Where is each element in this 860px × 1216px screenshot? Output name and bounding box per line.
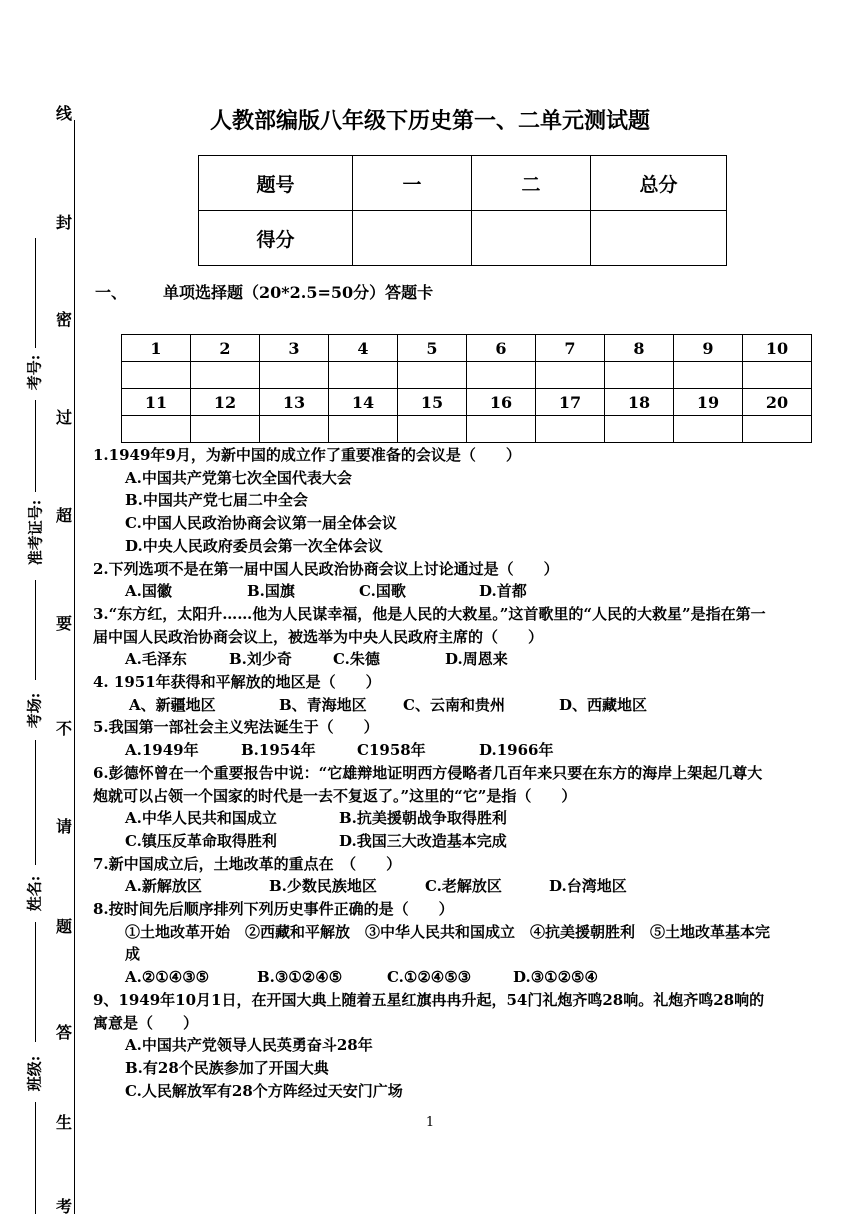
question-option: A.新解放区 (125, 877, 202, 896)
answer-cell (329, 416, 398, 443)
answer-number: 7 (536, 335, 605, 362)
score-row-label: 得分 (199, 211, 353, 266)
question-option: C.①②④⑤③ (387, 968, 472, 987)
answer-number: 15 (398, 389, 467, 416)
question-stem: 5.我国第一部社会主义宪法诞生于（ ） (93, 718, 379, 737)
question-5 (93, 716, 773, 761)
question-option: A.中国共产党第七次全国代表大会 (125, 468, 352, 487)
question-6 (93, 762, 773, 853)
question-1 (93, 444, 773, 558)
question-options (93, 694, 773, 717)
question-option: D.首都 (479, 582, 527, 601)
answer-cell (467, 416, 536, 443)
answer-number: 16 (467, 389, 536, 416)
question-stem: 6.彭德怀曾在一个重要报告中说：“它雄辩地证明西方侵略者几百年来只要在东方的海岸上架起几尊大炮就可以占领一个国家的时代是一去不复返了。”这里的“它”是指（ ） (93, 763, 763, 805)
question-options (93, 648, 773, 671)
answer-cell (122, 416, 191, 443)
question-8 (93, 898, 773, 989)
question-list (93, 444, 773, 1102)
question-options (93, 807, 773, 830)
answer-cell (605, 416, 674, 443)
question-stem: 2.下列选项不是在第一届中国人民政治协商会议上讨论通过是（ ） (93, 559, 559, 578)
binding-line (74, 120, 75, 1214)
question-option: B.少数民族地区 (269, 877, 377, 896)
binding-char: 超 (55, 506, 72, 525)
question-option: B.国旗 (247, 582, 295, 601)
binding-underline (35, 400, 36, 492)
score-header: 一 (353, 156, 472, 211)
question-option: D.1966年 (479, 741, 554, 760)
question-option: A.中国共产党领导人民英勇奋斗28年 (125, 1036, 373, 1055)
score-header: 总分 (591, 156, 727, 211)
answer-cell (329, 362, 398, 389)
answer-number: 18 (605, 389, 674, 416)
question-option: D.我国三大改造基本完成 (339, 831, 507, 850)
answer-number: 14 (329, 389, 398, 416)
binding-char: 答 (55, 1023, 72, 1042)
answer-number: 3 (260, 335, 329, 362)
answer-number: 17 (536, 389, 605, 416)
binding-underline (35, 580, 36, 680)
answer-number: 4 (329, 335, 398, 362)
page-title: 人教部编版八年级下历史第一、二单元测试题 (209, 108, 650, 134)
answer-cell (674, 362, 743, 389)
answer-cell (191, 362, 260, 389)
question-option: C1958年 (357, 741, 426, 760)
question-option: A.1949年 (125, 741, 199, 760)
question-option: B、青海地区 (279, 695, 367, 714)
question-option: C.朱德 (333, 650, 380, 669)
question-option: A.国徽 (125, 582, 172, 601)
binding-char: 请 (55, 817, 72, 836)
question-option: C.镇压反革命取得胜利 (125, 831, 277, 850)
answer-cell (122, 362, 191, 389)
question-option: D.周恩来 (445, 650, 508, 669)
answer-cell (260, 362, 329, 389)
question-option: C.中国人民政治协商会议第一届全体会议 (125, 514, 397, 533)
question-option: D.台湾地区 (549, 877, 627, 896)
binding-char: 不 (55, 719, 72, 738)
score-header: 二 (472, 156, 591, 211)
question-options (93, 830, 773, 853)
score-header: 题号 (199, 156, 353, 211)
question-stem: 9、1949年10月1日，在开国大典上随着五星红旗冉冉升起，54门礼炮齐鸣28响。礼炮齐鸣28响的寓意是（ ） (93, 990, 765, 1032)
answer-number: 8 (605, 335, 674, 362)
answer-cell (605, 362, 674, 389)
question-option: A.②①④③⑤ (125, 968, 210, 987)
question-4 (93, 671, 773, 716)
question-option: C、云南和贵州 (403, 695, 505, 714)
question-option: A、新疆地区 (129, 695, 216, 714)
score-table (198, 155, 727, 266)
answer-cell (674, 416, 743, 443)
answer-cell (536, 362, 605, 389)
binding-char: 过 (55, 408, 72, 427)
question-7 (93, 853, 773, 898)
admission-number-label: 准考证号: (26, 499, 45, 566)
answer-number: 20 (743, 389, 812, 416)
exam-number-label: 考号: (25, 354, 44, 391)
question-stem: 4. 1951年获得和平解放的地区是（ ） (93, 673, 381, 692)
page-number: 1 (425, 1115, 435, 1130)
question-option: B.③①②④⑤ (257, 968, 343, 987)
question-options (93, 875, 773, 898)
question-option: A.毛泽东 (125, 650, 187, 669)
question-2 (93, 558, 773, 603)
question-stem: 3.“东方红，太阳升……他为人民谋幸福，他是人民的大救星。”这首歌里的“人民的大救星”是指在第一届中国人民政治协商会议上，被选举为中央人民政府主席的（ ） (93, 604, 766, 646)
answer-cell (743, 362, 812, 389)
answer-number: 2 (191, 335, 260, 362)
binding-underline (35, 740, 36, 865)
section-number: 一、 (95, 283, 128, 302)
question-option: B.中国共产党七届二中全会 (125, 491, 308, 510)
binding-underline (35, 922, 36, 1042)
answer-cell (743, 416, 812, 443)
answer-number: 11 (122, 389, 191, 416)
question-9 (93, 989, 773, 1103)
answer-number: 12 (191, 389, 260, 416)
question-option: C.人民解放军有28个方阵经过天安门广场 (125, 1081, 403, 1100)
answer-cell (467, 362, 536, 389)
question-stem: 1.1949年9月，为新中国的成立作了重要准备的会议是（ ） (93, 446, 521, 464)
answer-grid (121, 334, 812, 443)
answer-cell (260, 416, 329, 443)
answer-number: 13 (260, 389, 329, 416)
question-option: A.中华人民共和国成立 (125, 809, 277, 828)
exam-room-label: 考场: (25, 692, 44, 729)
question-option: D.③①②⑤④ (513, 968, 598, 987)
question-option: B.有28个民族参加了开国大典 (125, 1058, 329, 1077)
binding-char: 封 (55, 213, 72, 232)
question-option: C.国歌 (359, 582, 406, 601)
answer-cell (398, 362, 467, 389)
question-option: D、西藏地区 (559, 695, 648, 714)
binding-char: 密 (55, 310, 72, 329)
answer-number: 5 (398, 335, 467, 362)
binding-char: 要 (55, 614, 72, 633)
answer-number: 19 (674, 389, 743, 416)
section-text: 单项选择题（20*2.5=50分）答题卡 (163, 283, 434, 302)
question-option: B.抗美援朝战争取得胜利 (339, 809, 507, 828)
question-stem: 8.按时间先后顺序排列下列历史事件正确的是（ ） (93, 900, 454, 919)
binding-char: 线 (55, 104, 72, 123)
answer-number: 10 (743, 335, 812, 362)
binding-underline (35, 238, 36, 348)
question-options (93, 739, 773, 762)
score-cell (353, 211, 472, 266)
answer-number: 9 (674, 335, 743, 362)
question-3 (93, 603, 773, 671)
answer-cell (536, 416, 605, 443)
name-label: 姓名: (25, 875, 44, 912)
binding-char: 题 (55, 917, 72, 936)
question-options (93, 966, 773, 989)
question-stem: 7.新中国成立后，土地改革的重点在 （ ） (93, 854, 402, 873)
question-option: B.1954年 (241, 741, 316, 760)
answer-cell (191, 416, 260, 443)
score-cell (472, 211, 591, 266)
question-option: C.老解放区 (425, 877, 502, 896)
binding-char: 生 (55, 1113, 72, 1132)
question-items: ①土地改革开始 ②西藏和平解放 ③中华人民共和国成立 ④抗美援朝胜利 ⑤土地改革基本完成 (125, 922, 771, 964)
question-option: D.中央人民政府委员会第一次全体会议 (125, 536, 383, 555)
score-cell (591, 211, 727, 266)
section-heading (95, 280, 433, 303)
question-options (93, 580, 773, 603)
answer-cell (398, 416, 467, 443)
answer-number: 6 (467, 335, 536, 362)
answer-number: 1 (122, 335, 191, 362)
binding-char: 考 (55, 1197, 72, 1216)
question-option: B.刘少奇 (229, 650, 292, 669)
class-label: 班级: (25, 1055, 44, 1092)
